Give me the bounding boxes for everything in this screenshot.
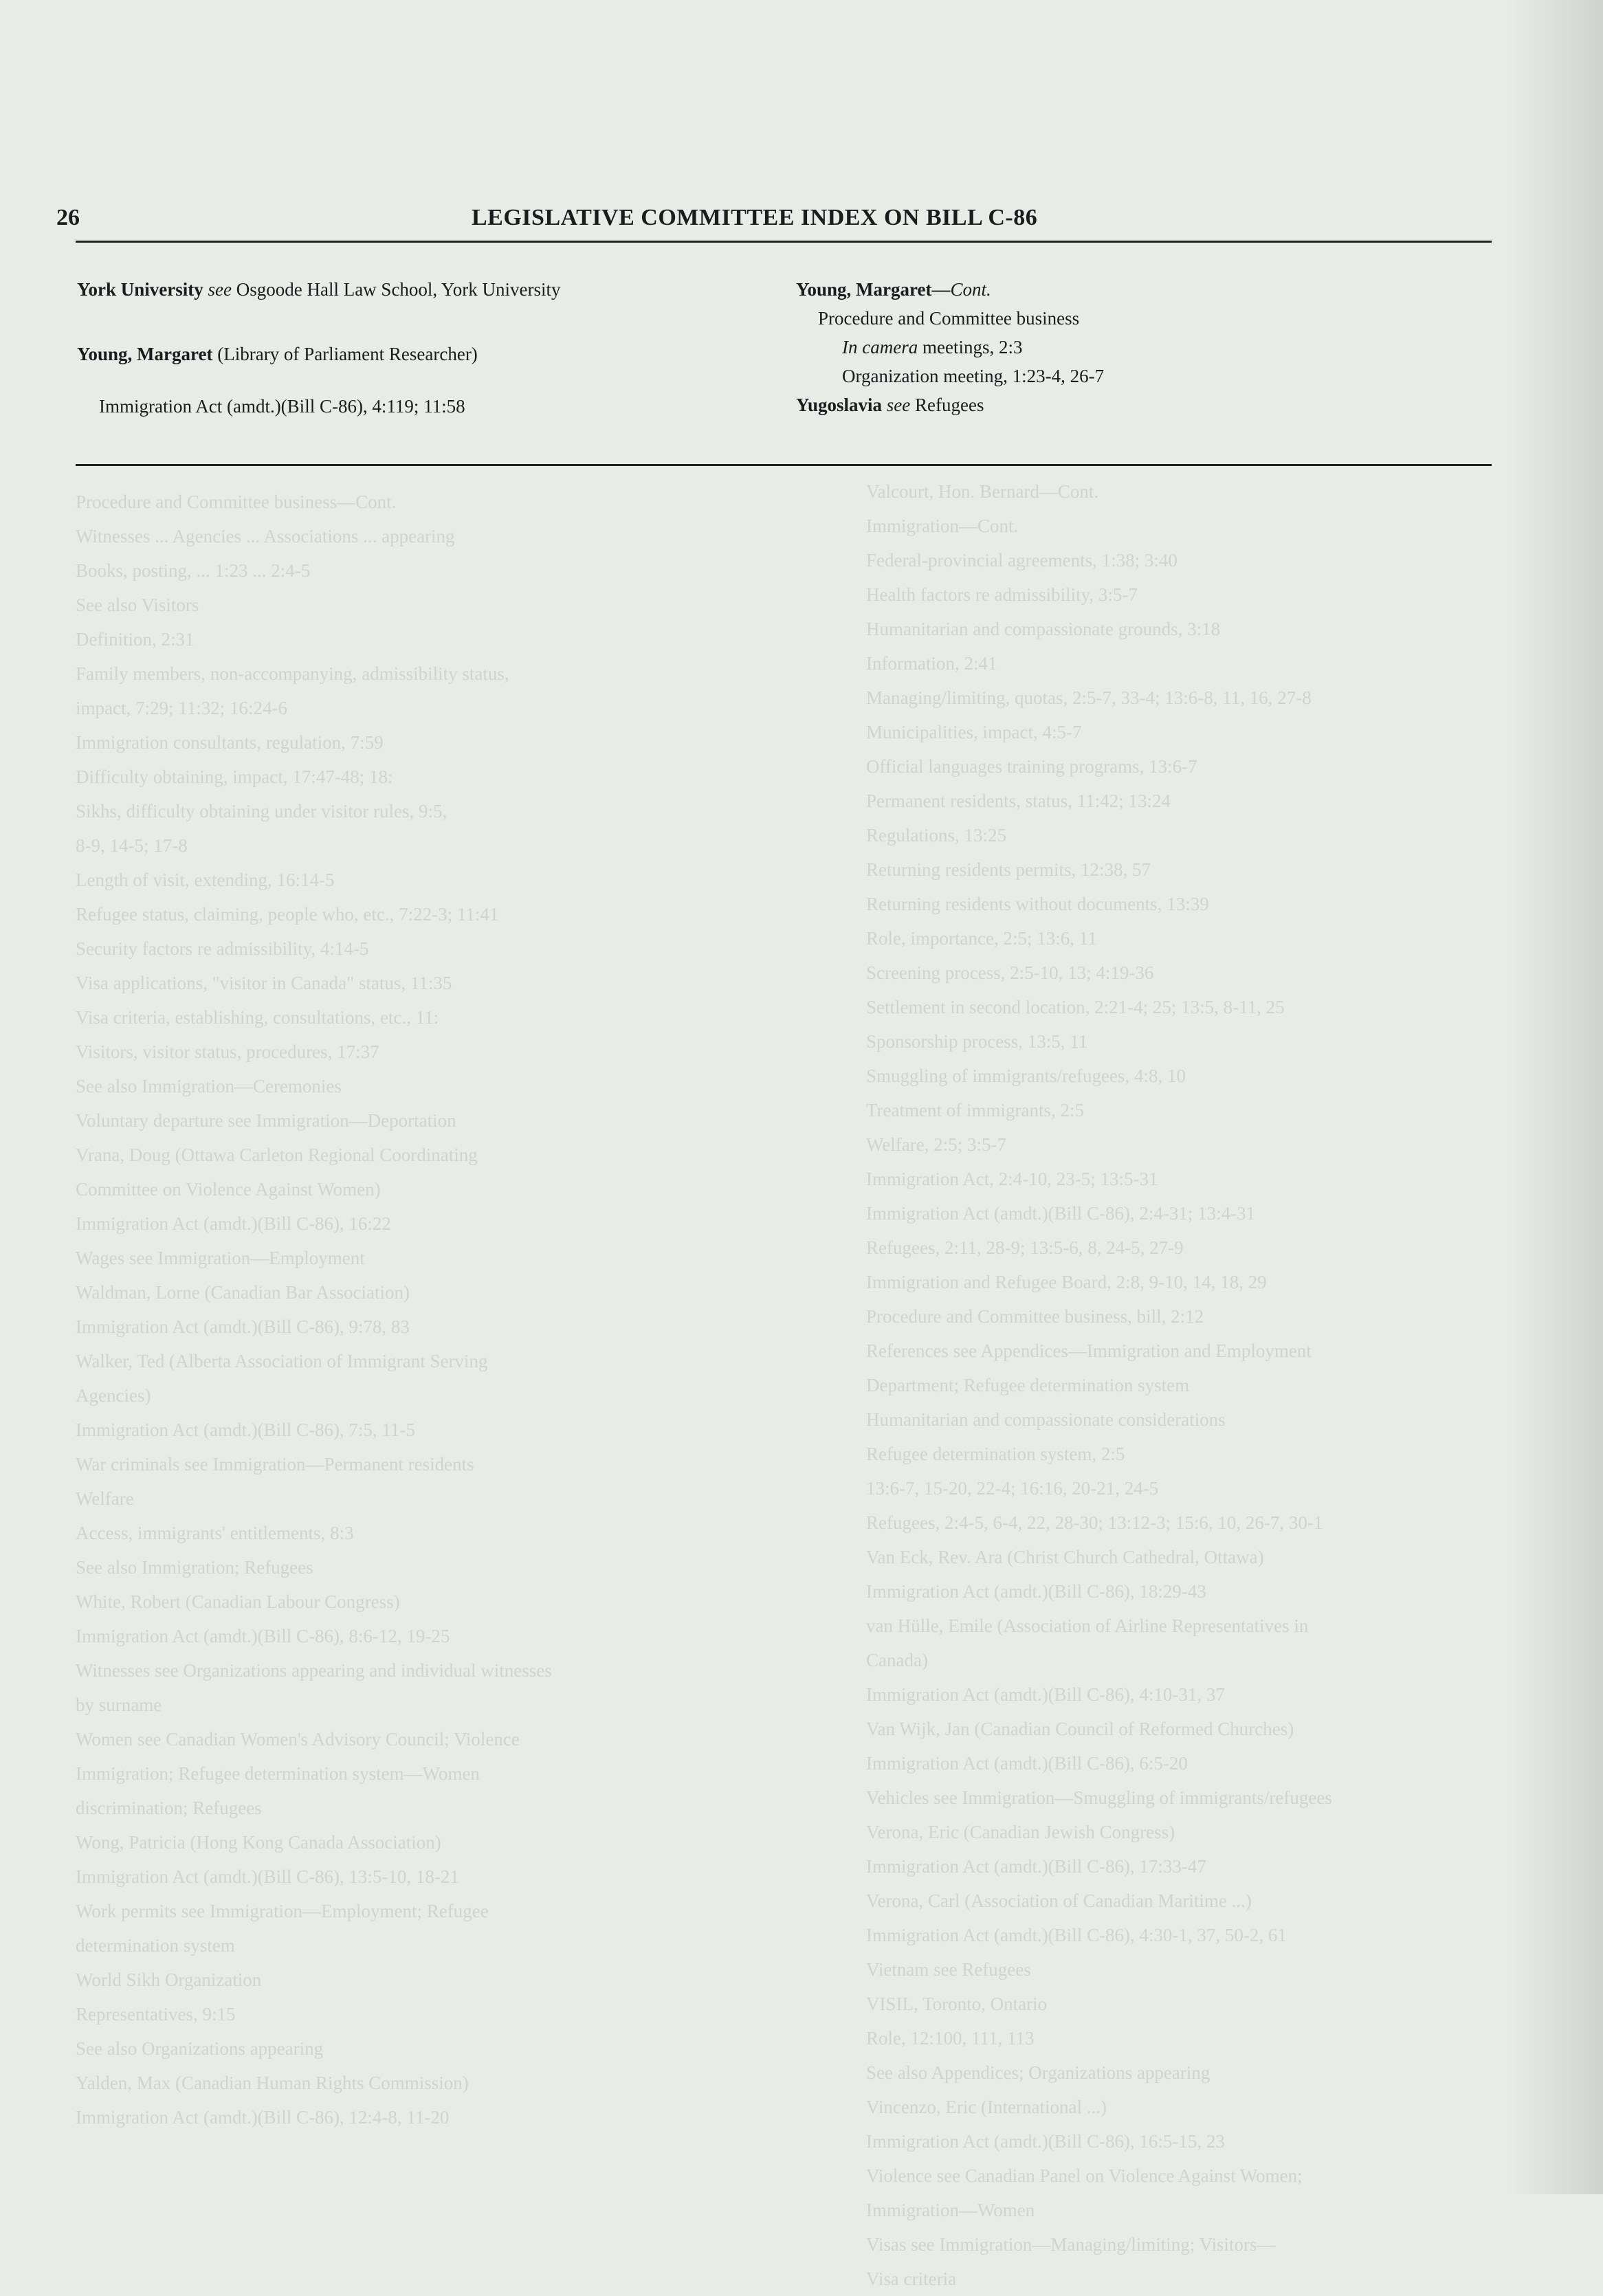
index-column-left	[77, 275, 806, 421]
index-entry-young-margaret	[77, 340, 806, 368]
see-reference: see	[886, 395, 911, 415]
see-reference: see	[208, 279, 232, 300]
reverse-page-bleed-left: Procedure and Committee business—Cont. Witnesses ... Agencies ... Associations ... appearing Books, posting, ... 1:23 ... 2:4-5 See also Visitors Definition, 2:31 Family members, non-accompanying, admissibility status, impact, 7:29; 11:32; 16:24-6 Immigration consultants, regulation, 7:59 Difficulty obtaining, impact, 17:47-48; 18: Sikhs, difficulty obtaining under visitor rules, 9:5, 8-9, 14-5; 17-8 Length of visit, extending, 16:14-5 Refugee status, claiming, people who, etc., 7:22-3; 11:41 Security factors re admissibility, 4:14-5 Visa applications, "visitor in Canada" status, 11:35 Visa criteria, establishing, consultations, etc., 11: Visitors, visitor status, procedures, 17:37 See also Immigration—Ceremonies Voluntary departure see Immigration—Deportation Vrana, Doug (Ottawa Carleton Regional Coordinating Committee on Violence Against Women) Immigration Act (amdt.)(Bill C-86), 16:22 Wages see Immigration—Employment Waldman, Lorne (Canadian Bar Association) Immigration Act (amdt.)(Bill C-86), 9:78, 83 Walker, Ted (Alberta Association of Immigrant Serving Agencies) Immigration Act (amdt.)(Bill C-86), 7:5, 11-5 War criminals see Immigration—Permanent residents Welfare Access, immigrants' entitlements, 8:3 See also Immigration; Refugees White, Robert (Canadian Labour Congress) Immigration Act (amdt.)(Bill C-86), 8:6-12, 19-25 Witnesses see Organizations appearing and individual witnesses by surname Women see Canadian Women's Advisory Council; Violence Immigration; Refugee determination system—Women discrimination; Refugees Wong, Patricia (Hong Kong Canada Association) Immigration Act (amdt.)(Bill C-86), 13:5-10, 18-21 Work permits see Immigration—Employment; Refugee determination system World Sikh Organization Representatives, 9:15 See also Organizations appearing Yalden, Max (Canadian Human Rights Commission) Immigration Act (amdt.)(Bill C-86), 12:4-8, 11-20	[76, 492, 552, 2128]
entry-heading: Young, Margaret—	[796, 279, 951, 300]
index-column-right	[796, 275, 1490, 419]
entry-heading: York University	[77, 279, 203, 300]
reverse-page-bleed-right: Valcourt, Hon. Bernard—Cont. Immigration—Cont. Federal-provincial agreements, 1:38; 3:40 Health factors re admissibility, 3:5-7 Humanitarian and compassionate grounds, 3:18 Information, 2:41 Managing/limiting, quotas, 2:5-7, 33-4; 13:6-8, 11, 16, 27-8 Municipalities, impact, 4:5-7 Official languages training programs, 13:6-7 Permanent residents, status, 11:42; 13:24 Regulations, 13:25 Returning residents permits, 12:38, 57 Returning residents without documents, 13:39 Role, importance, 2:5; 13:6, 11 Screening process, 2:5-10, 13; 4:19-36 Settlement in second location, 2:21-4; 25; 13:5, 8-11, 25 Sponsorship process, 13:5, 11 Smuggling of immigrants/refugees, 4:8, 10 Treatment of immigrants, 2:5 Welfare, 2:5; 3:5-7 Immigration Act, 2:4-10, 23-5; 13:5-31 Immigration Act (amdt.)(Bill C-86), 2:4-31; 13:4-31 Refugees, 2:11, 28-9; 13:5-6, 8, 24-5, 27-9 Immigration and Refugee Board, 2:8, 9-10, 14, 18, 29 Procedure and Committee business, bill, 2:12 References see Appendices—Immigration and Employment Department; Refugee determination system Humanitarian and compassionate considerations Refugee determination system, 2:5 13:6-7, 15-20, 22-4; 16:16, 20-21, 24-5 Refugees, 2:4-5, 6-4, 22, 28-30; 13:12-3; 15:6, 10, 26-7, 30-1 Van Eck, Rev. Ara (Christ Church Cathedral, Ottawa) Immigration Act (amdt.)(Bill C-86), 18:29-43 van Hülle, Emile (Association of Airline Representatives in Canada) Immigration Act (amdt.)(Bill C-86), 4:10-31, 37 Van Wijk, Jan (Canadian Council of Reformed Churches) Immigration Act (amdt.)(Bill C-86), 6:5-20 Vehicles see Immigration—Smuggling of immigrants/refugees Verona, Eric (Canadian Jewish Congress) Immigration Act (amdt.)(Bill C-86), 17:33-47 Verona, Carl (Association of Canadian Maritime ...) Immigration Act (amdt.)(Bill C-86), 4:30-1, 37, 50-2, 61 Vietnam see Refugees VISIL, Toronto, Ontario Role, 12:100, 111, 113 See also Appendices; Organizations appearing Vincenzo, Eric (International ...) Immigration Act (amdt.)(Bill C-86), 16:5-15, 23 Violence see Canadian Panel on Violence Against Women; Immigration—Women Visas see Immigration—Managing/limiting; Visitors— Visa criteria	[866, 481, 1332, 2289]
subentry-organization-meeting: Organization meeting, 1:23-4, 26-7	[842, 366, 1105, 386]
cross-reference-target: Refugees	[915, 395, 984, 415]
entry-heading: Young, Margaret	[77, 344, 213, 364]
subentry-procedure: Procedure and Committee business	[818, 308, 1080, 329]
continued-marker: Cont.	[950, 279, 991, 300]
footer-rule	[76, 464, 1492, 466]
index-entry-yugoslavia	[796, 390, 1490, 419]
entry-heading: Yugoslavia	[796, 395, 883, 415]
entry-affiliation: (Library of Parliament Researcher)	[217, 344, 478, 364]
subentry-in-camera	[796, 333, 1490, 362]
subentry-immigration-act: Immigration Act (amdt.)(Bill C-86), 4:119; 11:58	[99, 396, 465, 417]
index-entry-young-margaret-continued	[796, 275, 1490, 304]
index-entry-york-university	[77, 275, 806, 304]
header-rule	[76, 241, 1492, 243]
page-spine-shadow	[1507, 0, 1603, 2194]
cross-reference-target: Osgoode Hall Law School, York University	[236, 279, 561, 300]
running-head: LEGISLATIVE COMMITTEE INDEX ON BILL C-86	[472, 205, 1038, 230]
in-camera-reference: meetings, 2:3	[922, 337, 1023, 357]
page-number: 26	[56, 205, 80, 230]
in-camera-label: In camera	[842, 337, 918, 357]
